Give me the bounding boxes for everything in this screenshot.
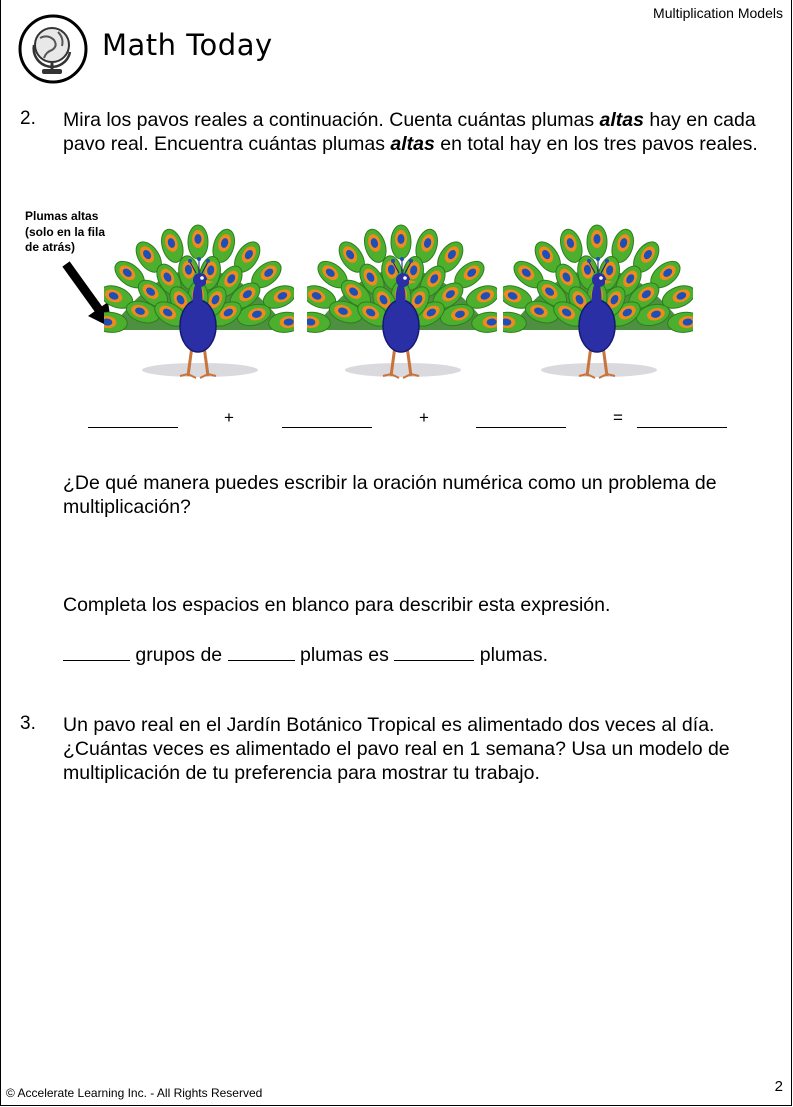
- groups-blank[interactable]: [63, 641, 130, 661]
- callout-line: Plumas altas: [25, 209, 99, 223]
- callout-line: de atrás): [25, 240, 76, 254]
- fill-sentence: [63, 641, 548, 667]
- globe-icon: [18, 14, 88, 84]
- q2-text-part: Mira los pavos reales a continuación. Cuenta cuántas plumas: [63, 109, 600, 131]
- question-2-number: 2.: [20, 108, 36, 129]
- fill-instruction: Completa los espacios en blanco para describir esta expresión.: [63, 594, 611, 616]
- brand-title: Math Today: [102, 28, 273, 62]
- peacock-illustration: [503, 218, 693, 383]
- callout-line: (solo en la fila: [25, 224, 106, 239]
- answer-blank-total[interactable]: [637, 427, 727, 428]
- fill-text: plumas es: [300, 644, 389, 666]
- q2-text-part: hay en cada pavo real. Encuentra cuántas plumas: [63, 109, 756, 155]
- plus-sign: +: [224, 408, 234, 427]
- answer-blank-2[interactable]: [282, 427, 372, 428]
- equals-sign: =: [613, 408, 623, 427]
- fill-text: grupos de: [135, 644, 223, 666]
- peacock-illustration: [104, 218, 294, 383]
- total-feathers-blank[interactable]: [394, 641, 474, 661]
- q2-emphasis: altas: [390, 133, 435, 155]
- copyright: © Accelerate Learning Inc. - All Rights Reserved: [6, 1086, 263, 1100]
- question-3-number: 3.: [20, 713, 36, 734]
- question-2-text: [63, 108, 783, 156]
- answer-blank-3[interactable]: [476, 427, 566, 428]
- plus-sign: +: [419, 408, 429, 427]
- question-3-text: Un pavo real en el Jardín Botánico Tropical es alimentado dos veces al día. ¿Cuántas veces es alimentado el pavo real en 1 semana? Usa un modelo de multiplicación de tu preferencia para mostrar tu trabajo.: [63, 714, 730, 784]
- answer-blank-1[interactable]: [88, 427, 178, 428]
- fill-text: plumas.: [479, 644, 548, 666]
- multiplication-prompt: ¿De qué manera puedes escribir la oración numérica como un problema de multiplicación?: [63, 472, 717, 518]
- page-number: 2: [774, 1078, 783, 1095]
- q2-emphasis: altas: [599, 109, 644, 131]
- series-title: Multiplication Models: [653, 5, 783, 21]
- q2-text-part: en total hay en los tres pavos reales.: [434, 133, 758, 155]
- peacock-illustration: [307, 218, 497, 383]
- feathers-per-group-blank[interactable]: [228, 641, 295, 661]
